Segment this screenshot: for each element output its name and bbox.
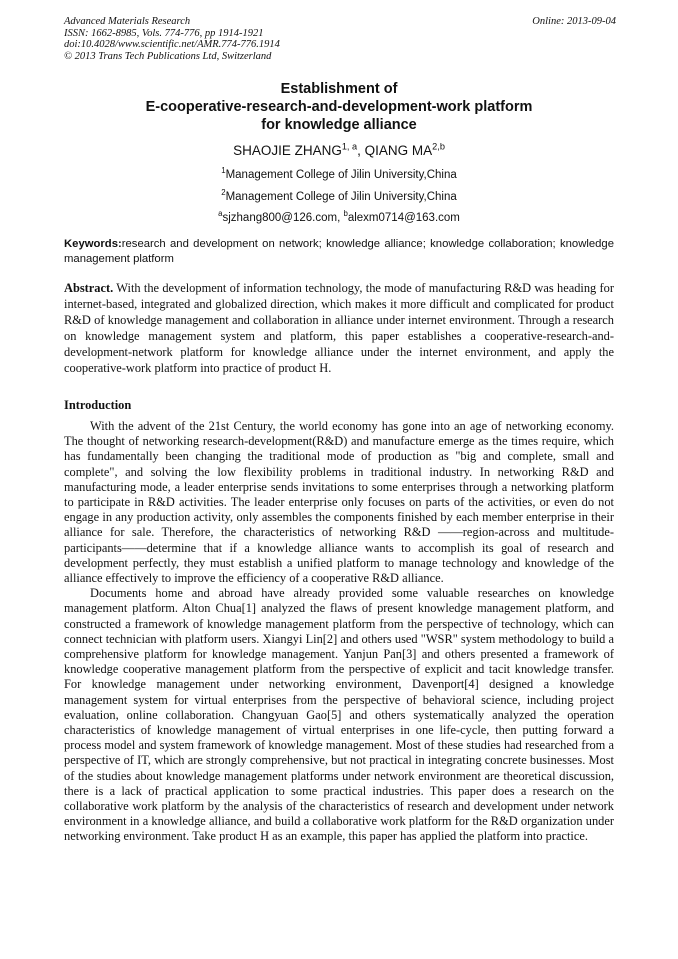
title-line-1: Establishment of <box>280 81 398 97</box>
copyright-line: © 2013 Trans Tech Publications Ltd, Switzerland <box>64 50 272 62</box>
abstract-block <box>64 280 614 376</box>
abstract-text: With the development of information technology, the mode of manufacturing R&D was heading for internet-based, integrated and globalized direction, which makes it more difficult and complicated for product R&D of knowledge management and collaboration in alliance under internet environment. Through a research on knowledge management system and platform, this paper establishes a cooperative-research-and-development-network platform for knowledge alliance under the internet environment, and apply the cooperative-work platform into practice of product H. <box>64 281 614 375</box>
affiliation-2-sup: 2 <box>221 188 226 198</box>
author-2-sup: 2,b <box>432 141 445 152</box>
doi-line: doi:10.4028/www.scientific.net/AMR.774-776.1914 <box>64 39 280 50</box>
keywords-text: research and development on network; knowledge alliance; knowledge collaboration; knowledge management platform <box>64 238 614 265</box>
introduction-heading: Introduction <box>64 398 132 412</box>
affiliation-2 <box>0 190 678 204</box>
paper-title <box>0 80 678 134</box>
author-list <box>0 142 678 160</box>
email-b-sup: b <box>343 209 348 219</box>
email-a: sjzhang800@126.com, <box>222 212 344 224</box>
journal-header <box>64 16 616 62</box>
affiliation-1-text: Management College of Jilin University,China <box>225 169 457 181</box>
email-line <box>0 211 678 225</box>
introduction-body <box>64 419 614 845</box>
author-1: SHAOJIE ZHANG <box>233 143 342 158</box>
intro-paragraph-2: Documents home and abroad have already provided some valuable researches on knowledge management platform. Alton Chua[1] analyzed the flaws of present knowledge management platform, and constructed a framework of knowledge management platform from the perspective of technology, which can connect technician with platform users. Xiangyi Lin[2] and others used "WSR" system methodology to build a comprehensive platform for knowledge management. Yanjun Pan[3] and others presented a framework of knowledge cooperative management platform from the perspective of explicit and tacit knowledge transfer. For knowledge management under networking environment, Davenport[4] designed a knowledge management system for virtual enterprises from the perspective of behavioral science, including project evaluation, online collaboration. Changyuan Gao[5] and others systematically analyzed the operation characteristics of knowledge management of virtual enterprises in one life-cycle, then putting forward a process model and system framework of knowledge management. Most of these studies had researched from a perspective of IT, which are strongly comprehensive, but not practical in integrating concrete businesses. Most of the studies about knowledge management platforms under network environment are theoretical discussion, there is a lack of practical application to some practical industries. This paper does a research on the collaborative work platform by the analysis of the characteristics of research and development under network environment in a knowledge alliance, and build a collaborative work platform for the R&D organization under networking environment. Take product H as an example, this paper has applied the platform into practice. <box>64 586 614 844</box>
title-line-2: E-cooperative-research-and-development-work platform <box>145 99 533 115</box>
affiliation-1 <box>0 168 678 182</box>
journal-name: Advanced Materials Research <box>64 16 191 27</box>
issn-line: ISSN: 1662-8985, Vols. 774-776, pp 1914-1921 <box>64 27 264 39</box>
affiliation-1-sup: 1 <box>221 166 226 176</box>
author-2: QIANG MA <box>364 143 433 158</box>
affiliation-2-text: Management College of Jilin University,China <box>225 191 457 203</box>
keywords-label: Keywords: <box>64 238 122 250</box>
author-separator: , <box>357 143 365 158</box>
email-a-sup: a <box>218 209 223 219</box>
author-1-sup: 1, a <box>341 141 358 152</box>
online-date: Online: 2013-09-04 <box>532 16 616 27</box>
keywords-block <box>64 237 614 266</box>
email-b: alexm0714@163.com <box>347 212 460 224</box>
title-line-3: for knowledge alliance <box>261 117 417 133</box>
intro-paragraph-1: With the advent of the 21st Century, the world economy has gone into an age of networking economy. The thought of networking research-development(R&D) and manufacture emerge as the times require, which has fundamentally been changing the traditional mode of production as "big and complete, small and complete", and solving the low flexibility problems in traditional industry. In networking R&D and manufacturing mode, a leader enterprise sends invitations to some enterprises through a networking platform to participate in R&D activities. The leader enterprise only focuses on parts of the activities, or even do not engage in any production activity, only assembles the components finished by each member enterprise in their alliance for sale. Therefore, the characteristics of networking R&D ——region-across and multitude-participants——determine that if a knowledge alliance wants to accomplish its goal of research and development perfectly, they must establish a unified platform to manage technology and knowledge of the alliance effectively to improve the efficiency of a cooperative R&D alliance. <box>64 419 614 586</box>
abstract-label: Abstract. <box>64 281 114 295</box>
